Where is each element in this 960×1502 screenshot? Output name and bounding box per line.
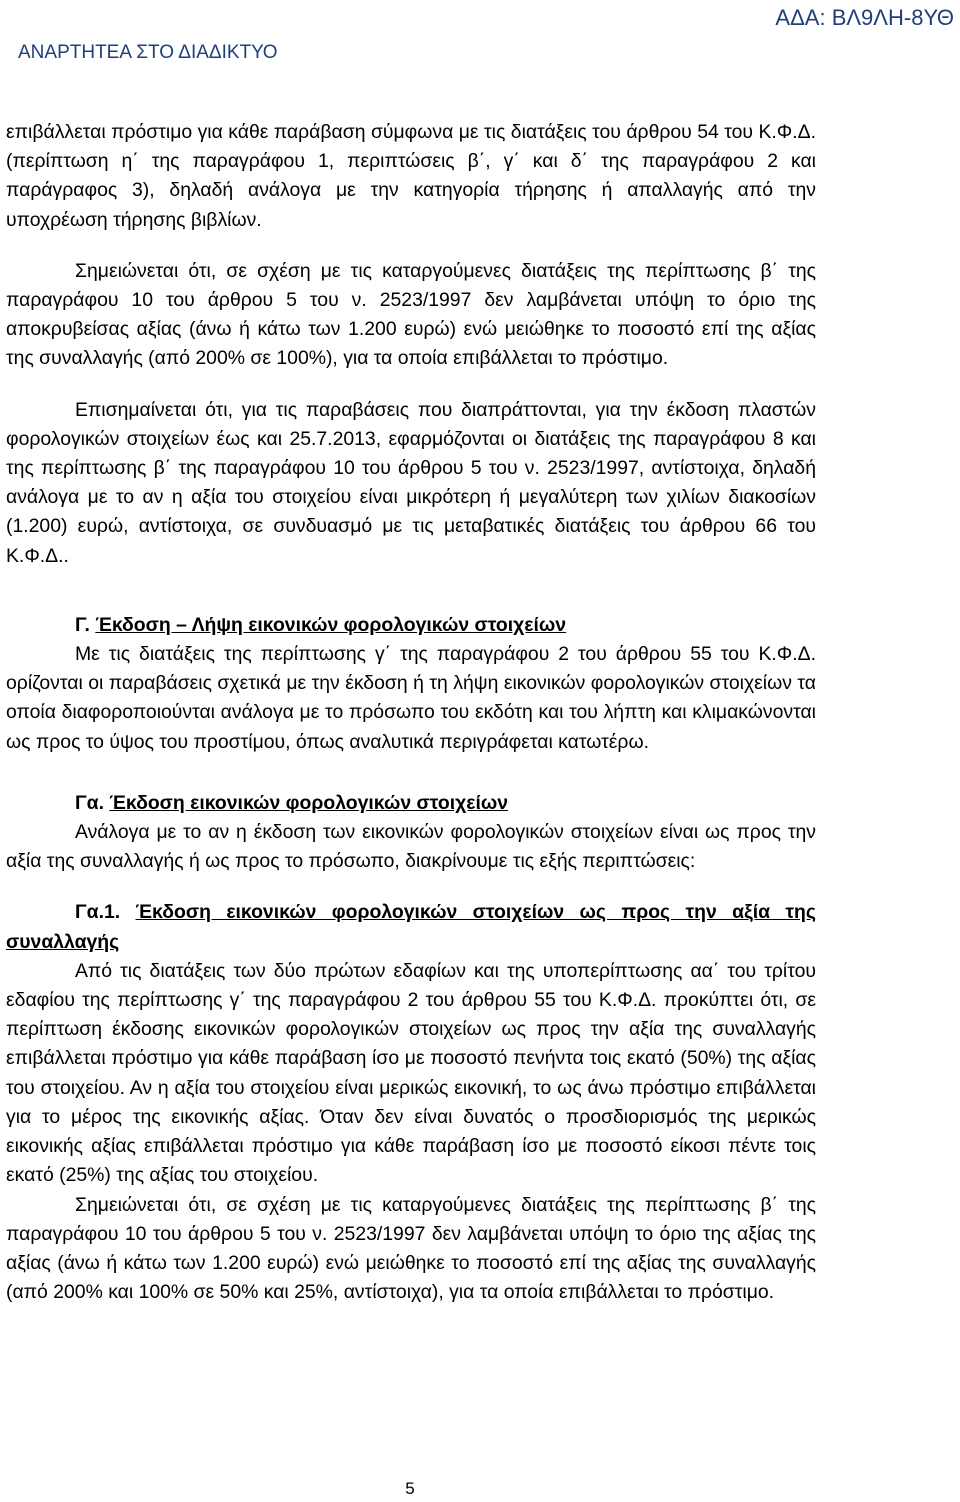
- section-heading-g: [6, 611, 816, 640]
- section-heading-g-title: Έκδοση – Λήψη εικονικών φορολογικών στοιχείων: [95, 613, 567, 636]
- posting-notice: ΑΝΑΡΤΗΤΕΑ ΣΤΟ ΔΙΑΔΙΚΤΥΟ: [18, 42, 278, 63]
- paragraph-transaction-value-penalty: Από τις διατάξεις των δύο πρώτων εδαφίων και της υποπερίπτωσης αα΄ του τρίτου εδαφίου της περίπτωσης γ΄ της παραγράφου 2 του άρθρου 55 του Κ.Φ.Δ. προκύπτει ότι, σε περίπτωση έκδοσης εικονικών φορολογικών στοιχείων ως προς την αξία της συναλλαγής επιβάλλεται πρόστιμο για κάθε παράβαση ίσο με ποσοστό πενήντα τοις εκατό (50%) της αξίας του στοιχείου. Αν η αξία του στοιχείου είναι μερικώς εικονική, το ως άνω πρόστιμο επιβάλλεται για το μέρος της εικονικής αξίας. Όταν δεν είναι δυνατός ο προσδιορισμός της μερικώς εικονικής αξίας επιβάλλεται πρόστιμο για κάθε παράβαση ίσο με ποσοστό είκοσι πέντε τοις εκατό (25%) της αξίας του στοιχείου.: [6, 959, 816, 1187]
- page-number: 5: [405, 1479, 415, 1498]
- section-heading-ga1-prefix: Γα.1.: [75, 901, 136, 924]
- paragraph-note-abolished-provisions: Σημειώνεται ότι, σε σχέση με τις καταργούμενες διατάξεις της περίπτωσης β΄ της παραγράφου 10 του άρθρου 5 του ν. 2523/1997 δεν λαμβάνεται υπόψη το όριο της αποκρυβείσας αξίας (άνω ή κάτω των 1.200 ευρώ) ενώ μειώθηκε το ποσοστό επί της αξίας της συναλλαγής (από 200% σε 100%), για τα οποία επιβάλλεται το πρόστιμο.: [6, 259, 816, 370]
- paragraph-note-value-threshold: Σημειώνεται ότι, σε σχέση με τις καταργούμενες διατάξεις της περίπτωσης β΄ της παραγράφου 10 του άρθρου 5 του ν. 2523/1997 δεν λαμβάνεται υπόψη το όριο της αξίας της αξίας (άνω ή κάτω των 1.200 ευρώ) ενώ μειώθηκε το ποσοστό επί της αξίας της συναλλαγής (από 200% και 100% σε 50% και 25%, αντίστοιχα), για τα οποία επιβάλλεται το πρόστιμο.: [6, 1193, 816, 1304]
- section-heading-ga-prefix: Γα.: [75, 791, 110, 814]
- paragraph-issuance-cases: Ανάλογα με το αν η έκδοση των εικονικών φορολογικών στοιχείων είναι ως προς την αξία της συναλλαγής ή ως προς το πρόσωπο, διακρίνουμε τις εξής περιπτώσεις:: [6, 821, 816, 873]
- paragraph-forged-documents-note: Επισημαίνεται ότι, για τις παραβάσεις που διαπράττονται, για την έκδοση πλαστών φορολογικών στοιχείων έως και 25.7.2013, εφαρμόζονται οι διατάξεις της παραγράφου 8 και της περίπτωσης β΄ της παραγράφου 10 του άρθρου 5 του ν. 2523/1997, αντίστοιχα, δηλαδή ανάλογα με το αν η αξία του στοιχείου είναι μικρότερη ή μεγαλύτερη των χιλίων διακοσίων (1.200) ευρώ, αντίστοιχα, σε συνδυασμό με τις μεταβατικές διατάξεις του άρθρου 66 του Κ.Φ.Δ..: [6, 398, 816, 567]
- section-heading-ga1: [6, 898, 816, 956]
- paragraph-penalty-article-54: επιβάλλεται πρόστιμο για κάθε παράβαση σύμφωνα με τις διατάξεις του άρθρου 54 του Κ.Φ.Δ. (περίπτωση η΄ της παραγράφου 1, περιπτώσεις β΄, γ΄ και δ΄ της παραγράφου 2 και παράγραφος 3), δηλαδή ανάλογα με την κατηγορία τήρησης ή απαλλαγής από την υποχρέωση τήρησης βιβλίων.: [6, 121, 816, 231]
- section-heading-ga-title: Έκδοση εικονικών φορολογικών στοιχείων: [109, 791, 509, 814]
- section-heading-ga: [6, 789, 816, 818]
- section-heading-g-prefix: Γ.: [75, 613, 96, 636]
- ada-code: ΑΔΑ: ΒΛ9ΛΗ-8ΥΘ: [775, 5, 954, 30]
- paragraph-fictitious-documents-intro: Με τις διατάξεις της περίπτωσης γ΄ της παραγράφου 2 του άρθρου 55 του Κ.Φ.Δ. ορίζονται οι παραβάσεις σχετικά με την έκδοση ή τη λήψη εικονικών φορολογικών στοιχείων τα οποία διαφοροποιούνται ανάλογα με το πρόσωπο του εκδότη και του λήπτη και κλιμακώνονται ως προς το ύψος του προστίμου, όπως αναλυτικά περιγράφεται κατωτέρω.: [6, 643, 816, 753]
- section-heading-ga1-title: Έκδοση εικονικών φορολογικών στοιχείων ως προς την αξία της συναλλαγής: [6, 901, 816, 953]
- document-body: [6, 118, 816, 1307]
